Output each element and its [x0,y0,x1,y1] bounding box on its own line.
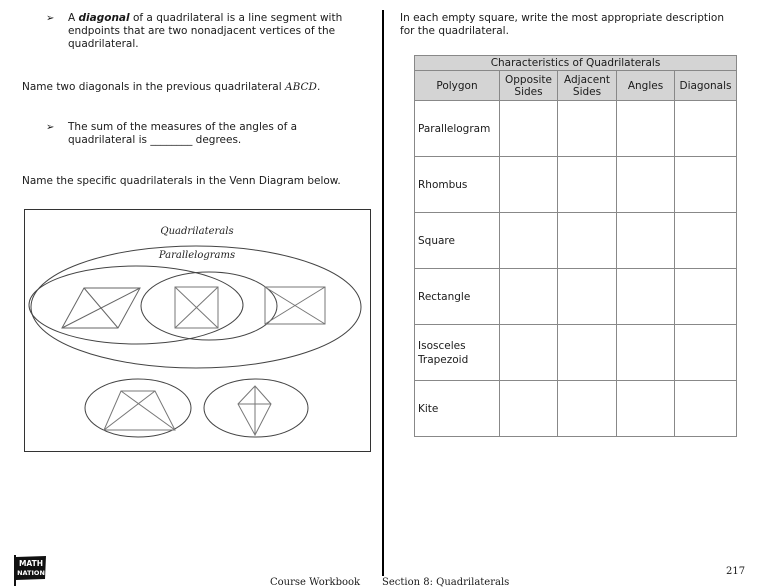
footer-course: Course Workbook [270,577,361,588]
diagonal-term: diagonal [78,12,130,24]
table-instruction-line2: for the quadrilateral. [400,25,509,37]
table-instruction [400,12,760,38]
rhombus-ellipse [29,266,243,344]
answer-cell[interactable] [617,269,675,325]
footer-section: Section 8: Quadrilaterals [382,577,510,588]
row-label-parallelogram: Parallelogram [415,101,500,157]
name-diagonals-prompt: Name two diagonals in the previous quadrilateral ABCD. [22,81,321,93]
table-instruction-line1: In each empty square, write the most appropriate description [400,12,725,24]
column-divider [382,10,384,576]
table-title: Characteristics of Quadrilaterals [415,56,737,71]
answer-cell[interactable] [500,325,558,381]
col-header-opposite-sides: Opposite Sides [500,71,558,101]
diagonal-definition [68,12,378,51]
page-number: 217 [726,566,746,577]
angle-sum-blank[interactable]: ________ [150,134,193,146]
answer-cell[interactable] [675,381,737,437]
row-label-rhombus: Rhombus [415,157,500,213]
diagonal-definition-bullet [46,12,54,25]
answer-cell[interactable] [675,101,737,157]
answer-cell[interactable] [558,381,617,437]
parallelograms-label: Parallelograms [158,250,236,261]
answer-cell[interactable] [617,157,675,213]
answer-cell[interactable] [558,269,617,325]
diagonal-definition-line3: quadrilateral. [68,38,139,50]
square-shape [175,287,218,328]
diagonal-definition-line1: A diagonal of a quadrilateral is a line segment with [68,12,343,24]
table-row-square [415,213,737,269]
kite-shape [238,386,271,435]
angle-sum-line1: The sum of the measures of the angles of a [68,121,298,133]
col-header-angles: Angles [617,71,675,101]
table-row-rhombus [415,157,737,213]
answer-cell[interactable] [500,381,558,437]
col-header-adjacent-sides: Adjacent Sides [558,71,617,101]
col-header-diagonals: Diagonals [675,71,737,101]
row-label-kite: Kite [415,381,500,437]
row-label-isosceles-trapezoid: Isosceles Trapezoid [415,325,500,381]
table-row-parallelogram [415,101,737,157]
answer-cell[interactable] [675,325,737,381]
answer-cell[interactable] [558,101,617,157]
characteristics-table [414,55,737,437]
answer-cell[interactable] [675,269,737,325]
table-row-isosceles-trapezoid [415,325,737,381]
angle-sum-bullet [46,121,54,134]
answer-cell[interactable] [617,381,675,437]
logo-math-text: MATH [18,559,44,568]
row-label-rectangle: Rectangle [415,269,500,325]
venn-diagram [24,209,372,453]
bullet-arrow-icon: ➢ [46,122,55,133]
rectangle-ellipse [141,272,277,340]
angle-sum-statement [68,121,368,147]
answer-cell[interactable] [500,157,558,213]
answer-cell[interactable] [617,101,675,157]
answer-cell[interactable] [500,269,558,325]
bullet-arrow-icon: ➢ [46,13,55,24]
answer-cell[interactable] [558,325,617,381]
answer-cell[interactable] [558,213,617,269]
venn-instruction: Name the specific quadrilaterals in the Venn Diagram below. [22,175,341,187]
answer-cell[interactable] [675,157,737,213]
answer-cell[interactable] [500,213,558,269]
table-row-rectangle [415,269,737,325]
trapezoid-shape [104,391,175,430]
answer-cell[interactable] [617,325,675,381]
table-row-kite [415,381,737,437]
trapezoid-ellipse [85,379,191,437]
quadrilaterals-label: Quadrilaterals [160,226,234,237]
answer-cell[interactable] [558,157,617,213]
row-label-square: Square [415,213,500,269]
diagonal-definition-line2: endpoints that are two nonadjacent vertices of the [68,25,336,37]
quadrilateral-name: ABCD [285,81,317,93]
logo-nation-text: NATION [17,569,45,577]
col-header-polygon: Polygon [415,71,500,101]
rhombus-shape [62,288,140,328]
answer-cell[interactable] [675,213,737,269]
answer-cell[interactable] [500,101,558,157]
math-nation-logo [12,553,50,586]
answer-cell[interactable] [617,213,675,269]
rectangle-shape [265,287,325,324]
angle-sum-line2: quadrilateral is ________ degrees. [68,134,242,146]
